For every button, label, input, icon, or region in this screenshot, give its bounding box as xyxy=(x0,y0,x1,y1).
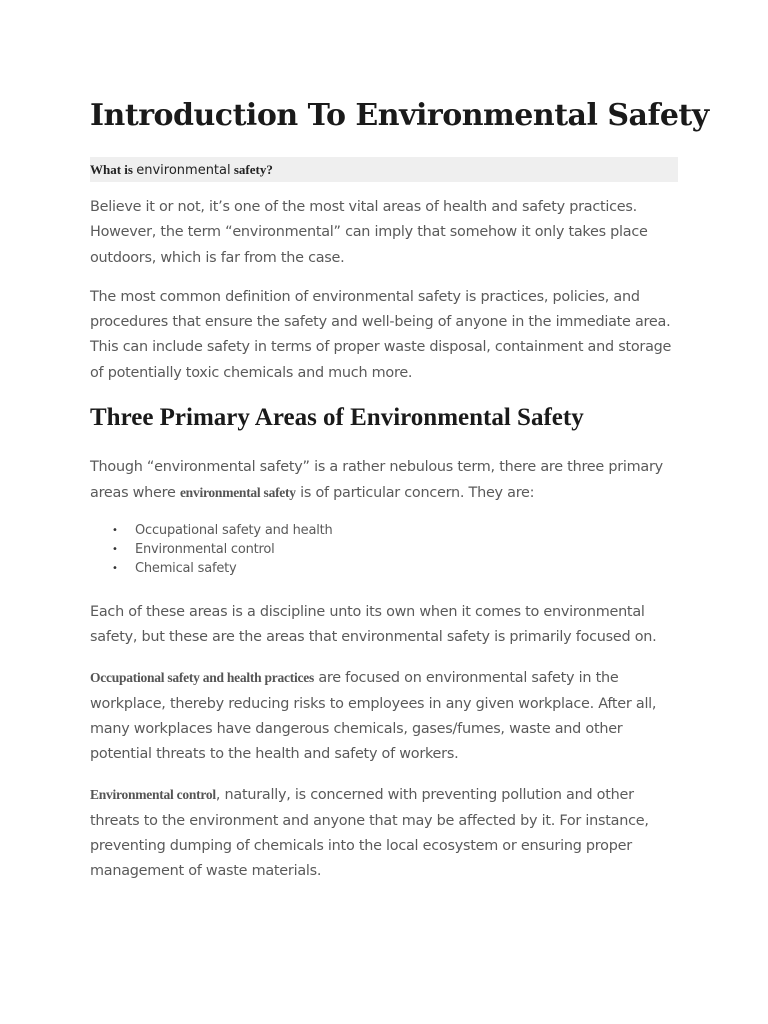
paragraph-definition: The most common definition of environmental safety is practices, policies, and procedures that ensure the safety and well-being of anyone in the immediate area. This can include safety in terms of proper waste disposal, containment and storage of potentially toxic chemicals and much more. xyxy=(90,288,672,381)
list-item xyxy=(112,521,678,540)
paragraph-disciplines: Each of these areas is a discipline unto its own when it comes to environmental safety, but these are the areas that environmental safety is primarily focused on. xyxy=(90,603,657,645)
areas-list xyxy=(90,521,678,578)
subheading-bar xyxy=(90,157,678,182)
bullet-icon: • xyxy=(112,562,118,574)
paragraph-areas-bold: environmental safety xyxy=(179,485,296,501)
subheading-part-2: environmental xyxy=(136,163,231,178)
paragraph-areas-text-2: is of particular concern. They are: xyxy=(295,485,535,502)
paragraph-environmental-control-bold: Environmental control xyxy=(90,787,216,803)
bullet-icon: • xyxy=(112,543,118,555)
paragraph-environmental-control xyxy=(90,782,678,884)
subheading-part-1: What is xyxy=(90,162,133,177)
paragraph-environmental-control-text: , naturally, is concerned with preventing pollution and other threats to the environment and anyone that may be affected by it. For instance, preventing dumping of chemicals into the local ecosystem or ensuring proper management of waste materials. xyxy=(90,787,649,880)
bullet-icon: • xyxy=(112,524,118,536)
paragraph-areas-text-1: Though “environmental safety” is a rather nebulous term, there are three primary areas where xyxy=(90,459,663,502)
page-title: Introduction To Environmental Safety xyxy=(90,98,709,133)
list-item-label: Environmental control xyxy=(135,541,275,557)
paragraph-occupational xyxy=(90,665,678,767)
paragraph-areas xyxy=(90,455,678,507)
subheading-part-3: safety? xyxy=(233,162,273,177)
list-item xyxy=(112,540,678,559)
list-item-label: Chemical safety xyxy=(135,560,237,576)
paragraph-intro: Believe it or not, it’s one of the most vital areas of health and safety practices. However, the term “environmental” can imply that somehow it only takes place outdoors, which is far from the case. xyxy=(90,199,648,266)
paragraph-occupational-text: are focused on environmental safety in the workplace, thereby reducing risks to employees in any given workplace. After all, many workplaces have dangerous chemicals, gases/fumes, waste and other potential threats to the health and safety of workers. xyxy=(90,670,657,763)
paragraph-occupational-bold: Occupational safety and health practices xyxy=(90,670,314,686)
list-item-label: Occupational safety and health xyxy=(135,522,333,538)
list-item xyxy=(112,559,678,578)
section-heading: Three Primary Areas of Environmental Safety xyxy=(90,404,584,432)
